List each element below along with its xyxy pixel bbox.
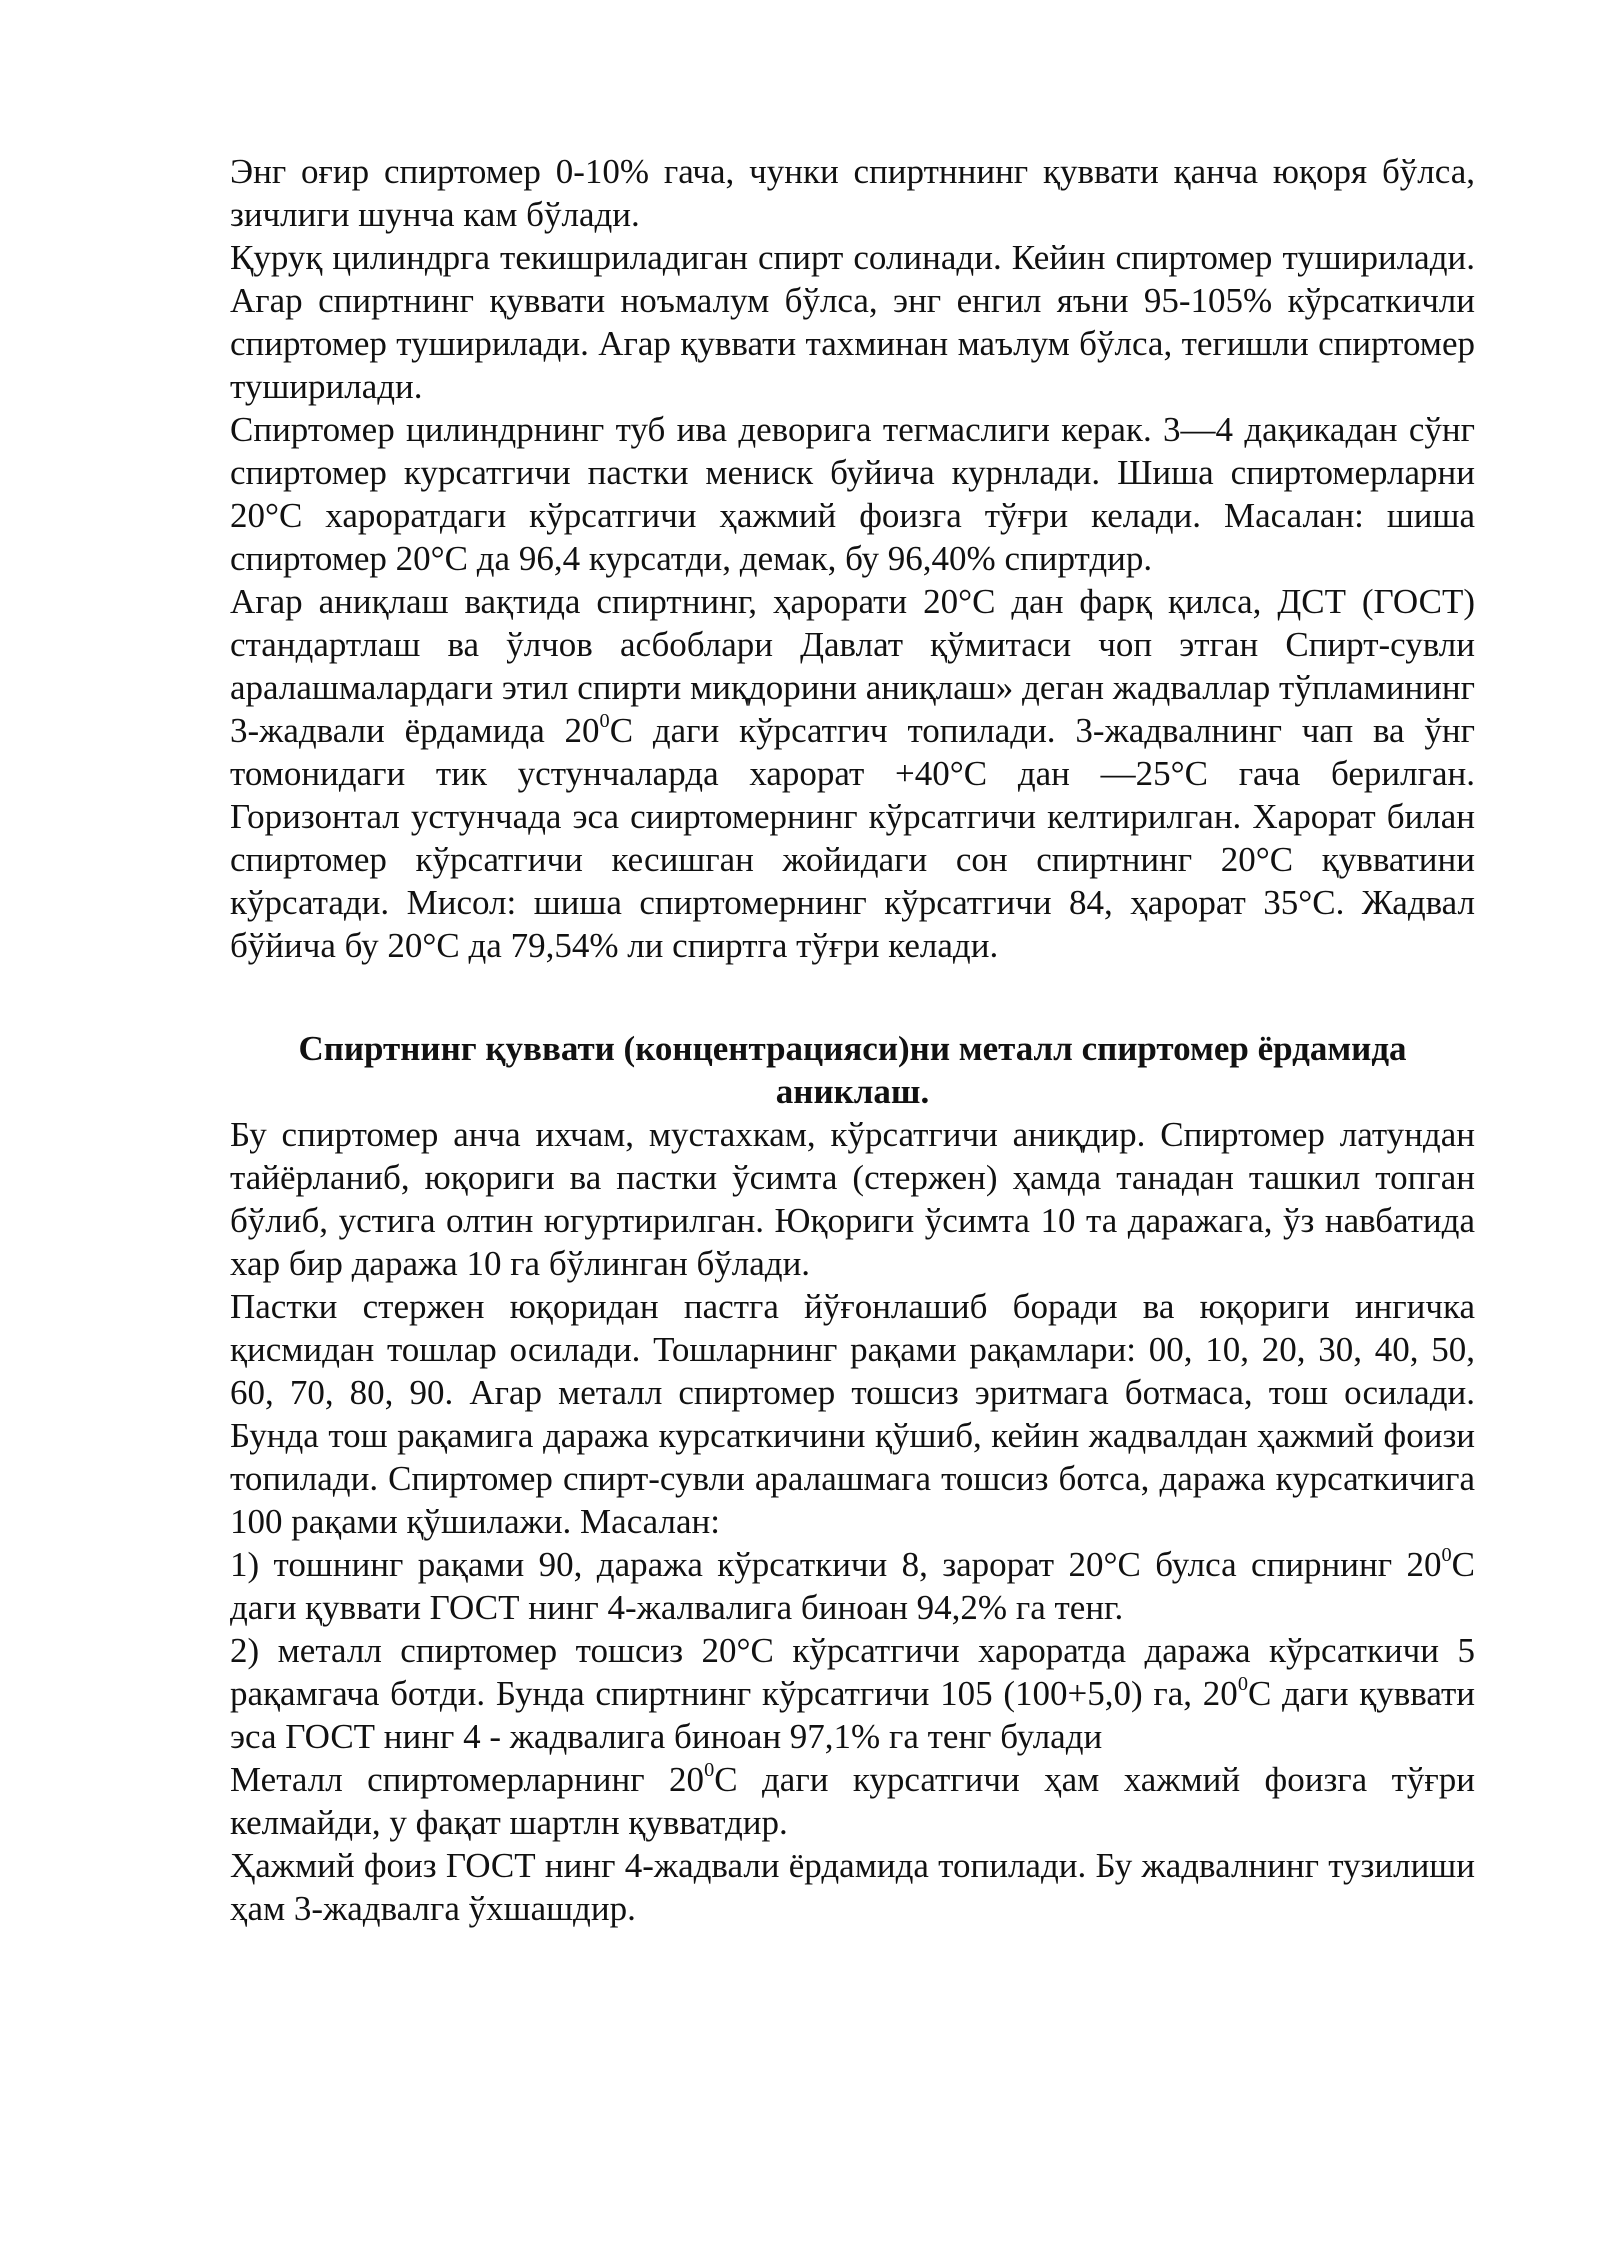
text-run: С даги қуввати ГОСТ нинг 4-жалвалига биноан 94,2% га тенг. [230, 1545, 1475, 1627]
text-run: Металл спиртомерларнинг 20 [230, 1760, 705, 1799]
text-run: 2) металл спиртомер тошсиз 20°С кўрсатгичи хароратда даража кўрсаткичи 5 рақамгача ботди. Бунда спиртнинг кўрсатгичи 105 (100+5,0) га, 20 [230, 1631, 1475, 1713]
superscript: 0 [1237, 1672, 1248, 1695]
text-run: С даги қуввати эса ГОСТ нинг 4 - жадвалига биноан 97,1% га тенг булади [230, 1674, 1475, 1756]
list-item-example-2 [230, 1629, 1475, 1758]
text-run: 1) тошнинг рақами 90, даража кўрсаткичи 8, зарорат 20°С булса спирнинг 20 [230, 1545, 1442, 1584]
section-heading: Спиртнинг қуввати (концентрацияси)ни металл спиртомер ёрдамида аниклаш. [298, 1029, 1407, 1111]
paragraph-meniscus-reading: Спиртомер цилиндрнинг туб ива деворига тегмаслиги керак. 3—4 дақикадан сўнг спиртомер курсатгичи пастки мениск буйича курнлади. Шиша спиртомерларни 20°С хароратдаги кўрсатгичи ҳажмий фоизга тўғри келади. Масалан: шиша спиртомер 20°С да 96,4 курсатди, демак, бу 96,40% спиртдир. [230, 410, 1475, 578]
paragraph-cylinder-procedure: Қуруқ цилиндрга текишриладиган спирт солинади. Кейин спиртомер туширилади. Агар спиртнинг қуввати ноъмалум бўлса, энг енгил яъни 95-105% кўрсаткичли спиртомер туширилади. Агар қуввати тахминан маълум бўлса, тегишли спиртомер туширилади. [230, 238, 1475, 406]
paragraph-volume-percent: Ҳажмий фоиз ГОСТ нинг 4-жадвали ёрдамида топилади. Бу жадвалнинг тузилиши ҳам 3-жадвалга ўхшашдир. [230, 1846, 1475, 1928]
paragraph-conditional-strength [230, 1758, 1475, 1844]
list-item-example-1 [230, 1543, 1475, 1629]
document-page [230, 150, 1475, 1930]
superscript: 0 [599, 709, 610, 732]
text-run: С даги кўрсатгич топилади. 3-жадвалнинг чап ва ўнг томонидаги тик устунчаларда харорат +40°С дан —25°С гача берилган. Горизонтал устунчада эса сииртомернинг кўрсатгичи келтирилган. Харорат билан спиртомер кўрсатгичи кесишган жойидаги сон спиртнинг 20°С қувватини кўрсатади. Мисол: шиша спиртомернинг кўрсатгичи 84, ҳарорат 35°С. Жадвал бўйича бу 20°С да 79,54% ли спиртга тўғри келади. [230, 711, 1475, 965]
paragraph-lightest-hydrometer: Энг оғир спиртомер 0-10% гача, чунки спиртннинг қуввати қанча юқоря бўлса, зичлиги шунча кам бўлади. [230, 152, 1475, 234]
paragraph-weights: Пастки стержен юқоридан пастга йўғонлашиб боради ва юқориги ингичка қисмидан тошлар осилади. Тошларнинг рақами рақамлари: 00, 10, 20, 30, 40, 50, 60, 70, 80, 90. Агар металл спиртомер тошсиз эритмага ботмаса, тош осилади. Бунда тош рақамига даража курсаткичини қўшиб, кейин жадвалдан ҳажмий фоизи топилади. Спиртомер спирт-сувли аралашмага тошсиз ботса, даража курсаткичига 100 рақами қўшилажи. Масалан: [230, 1287, 1475, 1541]
text-run: С даги курсатгичи ҳам хажмий фоизга тўғри келмайди, у фақат шартлн қувватдир. [230, 1760, 1476, 1842]
superscript: 0 [704, 1758, 715, 1781]
paragraph-metal-hydrometer-description: Бу спиртомер анча ихчам, мустахкам, кўрсатгичи аниқдир. Спиртомер латундан тайёрланиб, юқориги ва пастки ўсимта (стержен) ҳамда танадан ташкил топган бўлиб, устига олтин югуртирилган. Юқориги ўсимта 10 та даражага, ўз навбатида хар бир даража 10 га бўлинган бўлади. [230, 1115, 1475, 1283]
superscript: 0 [1441, 1543, 1452, 1566]
text-run: Агар аниқлаш вақтида спиртнинг, ҳарорати 20°С дан фарқ қилса, ДСТ (ГОСТ) стандартлаш ва ўлчов асбоблари Давлат қўмитаси чоп этган Спирт-сувли аралашмалардаги этил спирти миқдорини аниқлаш» деган жадваллар тўпламининг 3-жадвали ёрдамида 20 [230, 582, 1475, 750]
paragraph-temperature-correction [230, 580, 1475, 967]
